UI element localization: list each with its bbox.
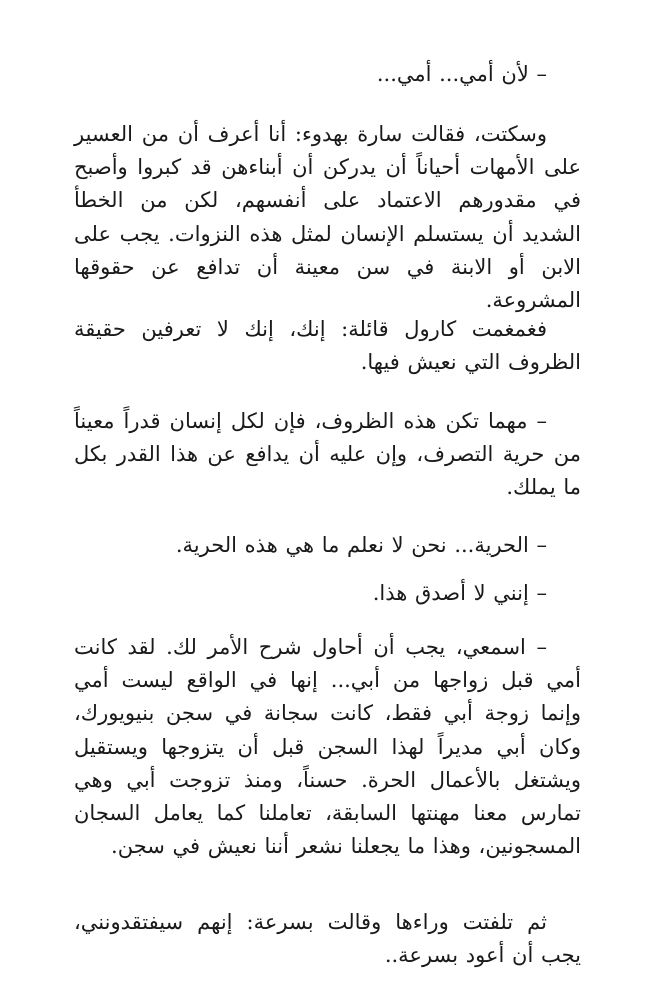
paragraph-1: – لأن أمي... أمي...	[376, 62, 547, 86]
paragraph-7: – اسمعي، يجب أن أحاول شرح الأمر لك. لقد كانت أمي قبل زواجها من أبي... إنها في الواقع ليست أمي وإنما زوجة أبي فقط، كانت سجانة في سجن بنيويورك، وكان أبي مديراً لهذا السجن قبل أن يتزوجها ويستقيل ويشتغل بالأعمال الحرة. حسناً، ومنذ تزوجت أبي وهي تمارس معنا مهنتها السابقة، تعاملنا كما يعامل السجان المسجونين، وهذا ما يجعلنا نشعر أننا نعيش في سجن.	[74, 635, 581, 859]
paragraph-8: ثم تلفتت وراءها وقالت بسرعة: إنهم سيفتقدونني، يجب أن أعود بسرعة..	[74, 910, 581, 968]
paragraph-2: وسكتت، فقالت سارة بهدوء: أنا أعرف أن من العسير على الأمهات أحياناً أن يدركن أن أبناءهن قد كبروا وأصبح في مقدورهم الاعتماد على أنفسهم، لكن من الخطأ الشديد أن يستسلم الإنسان لمثل هذه النزوات. يجب على الابن أو الابنة في سن معينة أن تدافع عن حقوقها المشروعة.	[74, 122, 581, 313]
paragraph-5: – الحرية... نحن لا نعلم ما هي هذه الحرية.	[175, 533, 547, 557]
paragraph-4: – مهما تكن هذه الظروف، فإن لكل إنسان قدراً معيناً من حرية التصرف، وإن عليه أن يدافع عن هذا القدر بكل ما يملك.	[74, 409, 581, 500]
paragraph-6: – إنني لا أصدق هذا.	[372, 581, 547, 605]
paragraph-3: فغمغمت كارول قائلة: إنك، إنك لا تعرفين حقيقة الظروف التي نعيش فيها.	[74, 317, 581, 375]
